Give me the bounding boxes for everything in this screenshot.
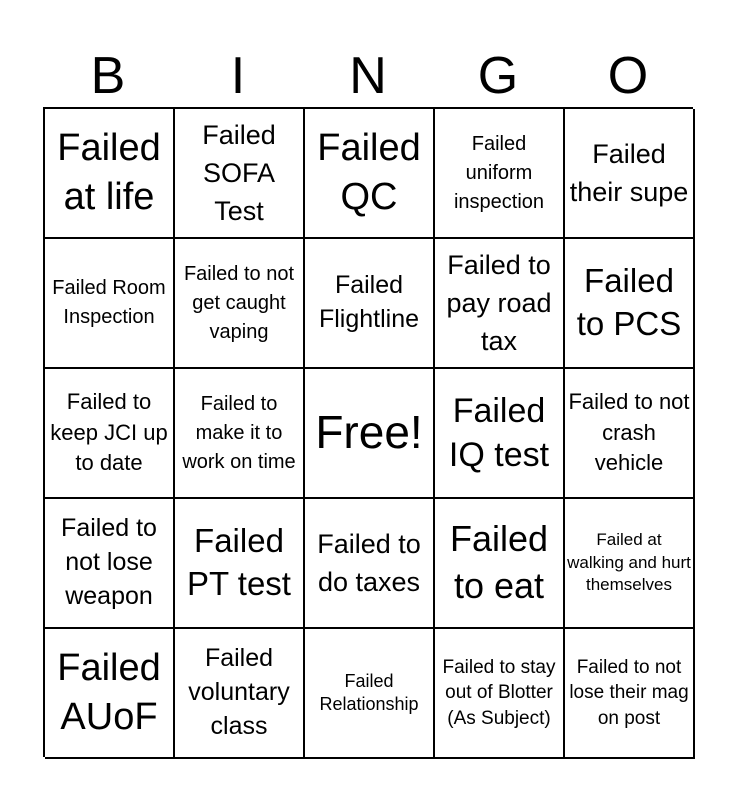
header-letter-g: G (477, 47, 519, 105)
bingo-cell[interactable] (435, 629, 565, 759)
bingo-cell[interactable] (305, 109, 435, 239)
cell-text: Failed SOFA Test (202, 119, 276, 227)
cell-text: Failed to stay out of Blotter (As Subject) (442, 656, 556, 729)
bingo-cell[interactable] (175, 369, 305, 499)
cell-text: Failed PT test (187, 522, 291, 602)
bingo-cell[interactable] (45, 629, 175, 759)
cell-text: Failed to not crash vehicle (568, 389, 690, 476)
bingo-cell[interactable] (45, 109, 175, 239)
bingo-cell[interactable] (565, 629, 695, 759)
bingo-cell[interactable] (565, 369, 695, 499)
bingo-cell[interactable] (565, 109, 695, 239)
cell-text: Failed at walking and hurt themselves (567, 530, 691, 595)
cell-text: Failed to not lose weapon (61, 514, 157, 610)
bingo-cell[interactable] (175, 239, 305, 369)
bingo-cell[interactable] (175, 109, 305, 239)
free-space-cell[interactable] (305, 369, 435, 499)
bingo-cell[interactable] (45, 499, 175, 629)
bingo-cell[interactable] (435, 369, 565, 499)
bingo-cell[interactable] (175, 499, 305, 629)
cell-text: Failed uniform inspection (453, 132, 545, 213)
bingo-cell[interactable] (45, 239, 175, 369)
header-letter-n: N (349, 47, 387, 105)
cell-text: Failed to eat (449, 518, 549, 606)
cell-text: Failed AUoF (57, 646, 161, 738)
cell-text: Failed at life (57, 126, 161, 218)
cell-text: Failed QC (317, 126, 421, 218)
header-letter-b: B (90, 47, 126, 105)
bingo-cell[interactable] (565, 499, 695, 629)
bingo-cell[interactable] (435, 499, 565, 629)
bingo-cell[interactable] (305, 239, 435, 369)
cell-text: Failed to keep JCI up to date (50, 389, 168, 476)
cell-text: Failed to pay road tax (446, 249, 552, 357)
cell-text: Failed to do taxes (317, 528, 421, 597)
bingo-cell[interactable] (435, 239, 565, 369)
free-space-text: Free! (315, 406, 423, 459)
cell-text: Failed to make it to work on time (182, 392, 296, 473)
bingo-grid (43, 107, 693, 757)
bingo-cell[interactable] (565, 239, 695, 369)
cell-text: Failed Room Inspection (52, 277, 166, 328)
header-letter-i: I (230, 47, 246, 105)
cell-text: Failed to not lose their mag on post (569, 656, 689, 729)
bingo-cell[interactable] (305, 499, 435, 629)
bingo-cell[interactable] (45, 369, 175, 499)
header-letter-o: O (607, 47, 649, 105)
cell-text: Failed Relationship (319, 670, 419, 714)
bingo-cell[interactable] (435, 109, 565, 239)
cell-text: Failed to not get caught vaping (183, 262, 295, 343)
bingo-cell[interactable] (175, 629, 305, 759)
cell-text: Failed voluntary class (188, 644, 290, 740)
cell-text: Failed to PCS (576, 262, 682, 342)
cell-text: Failed Flightline (318, 271, 420, 333)
cell-text: Failed IQ test (448, 391, 550, 474)
bingo-header (43, 44, 693, 108)
cell-text: Failed their supe (569, 138, 689, 207)
bingo-cell[interactable] (305, 629, 435, 759)
